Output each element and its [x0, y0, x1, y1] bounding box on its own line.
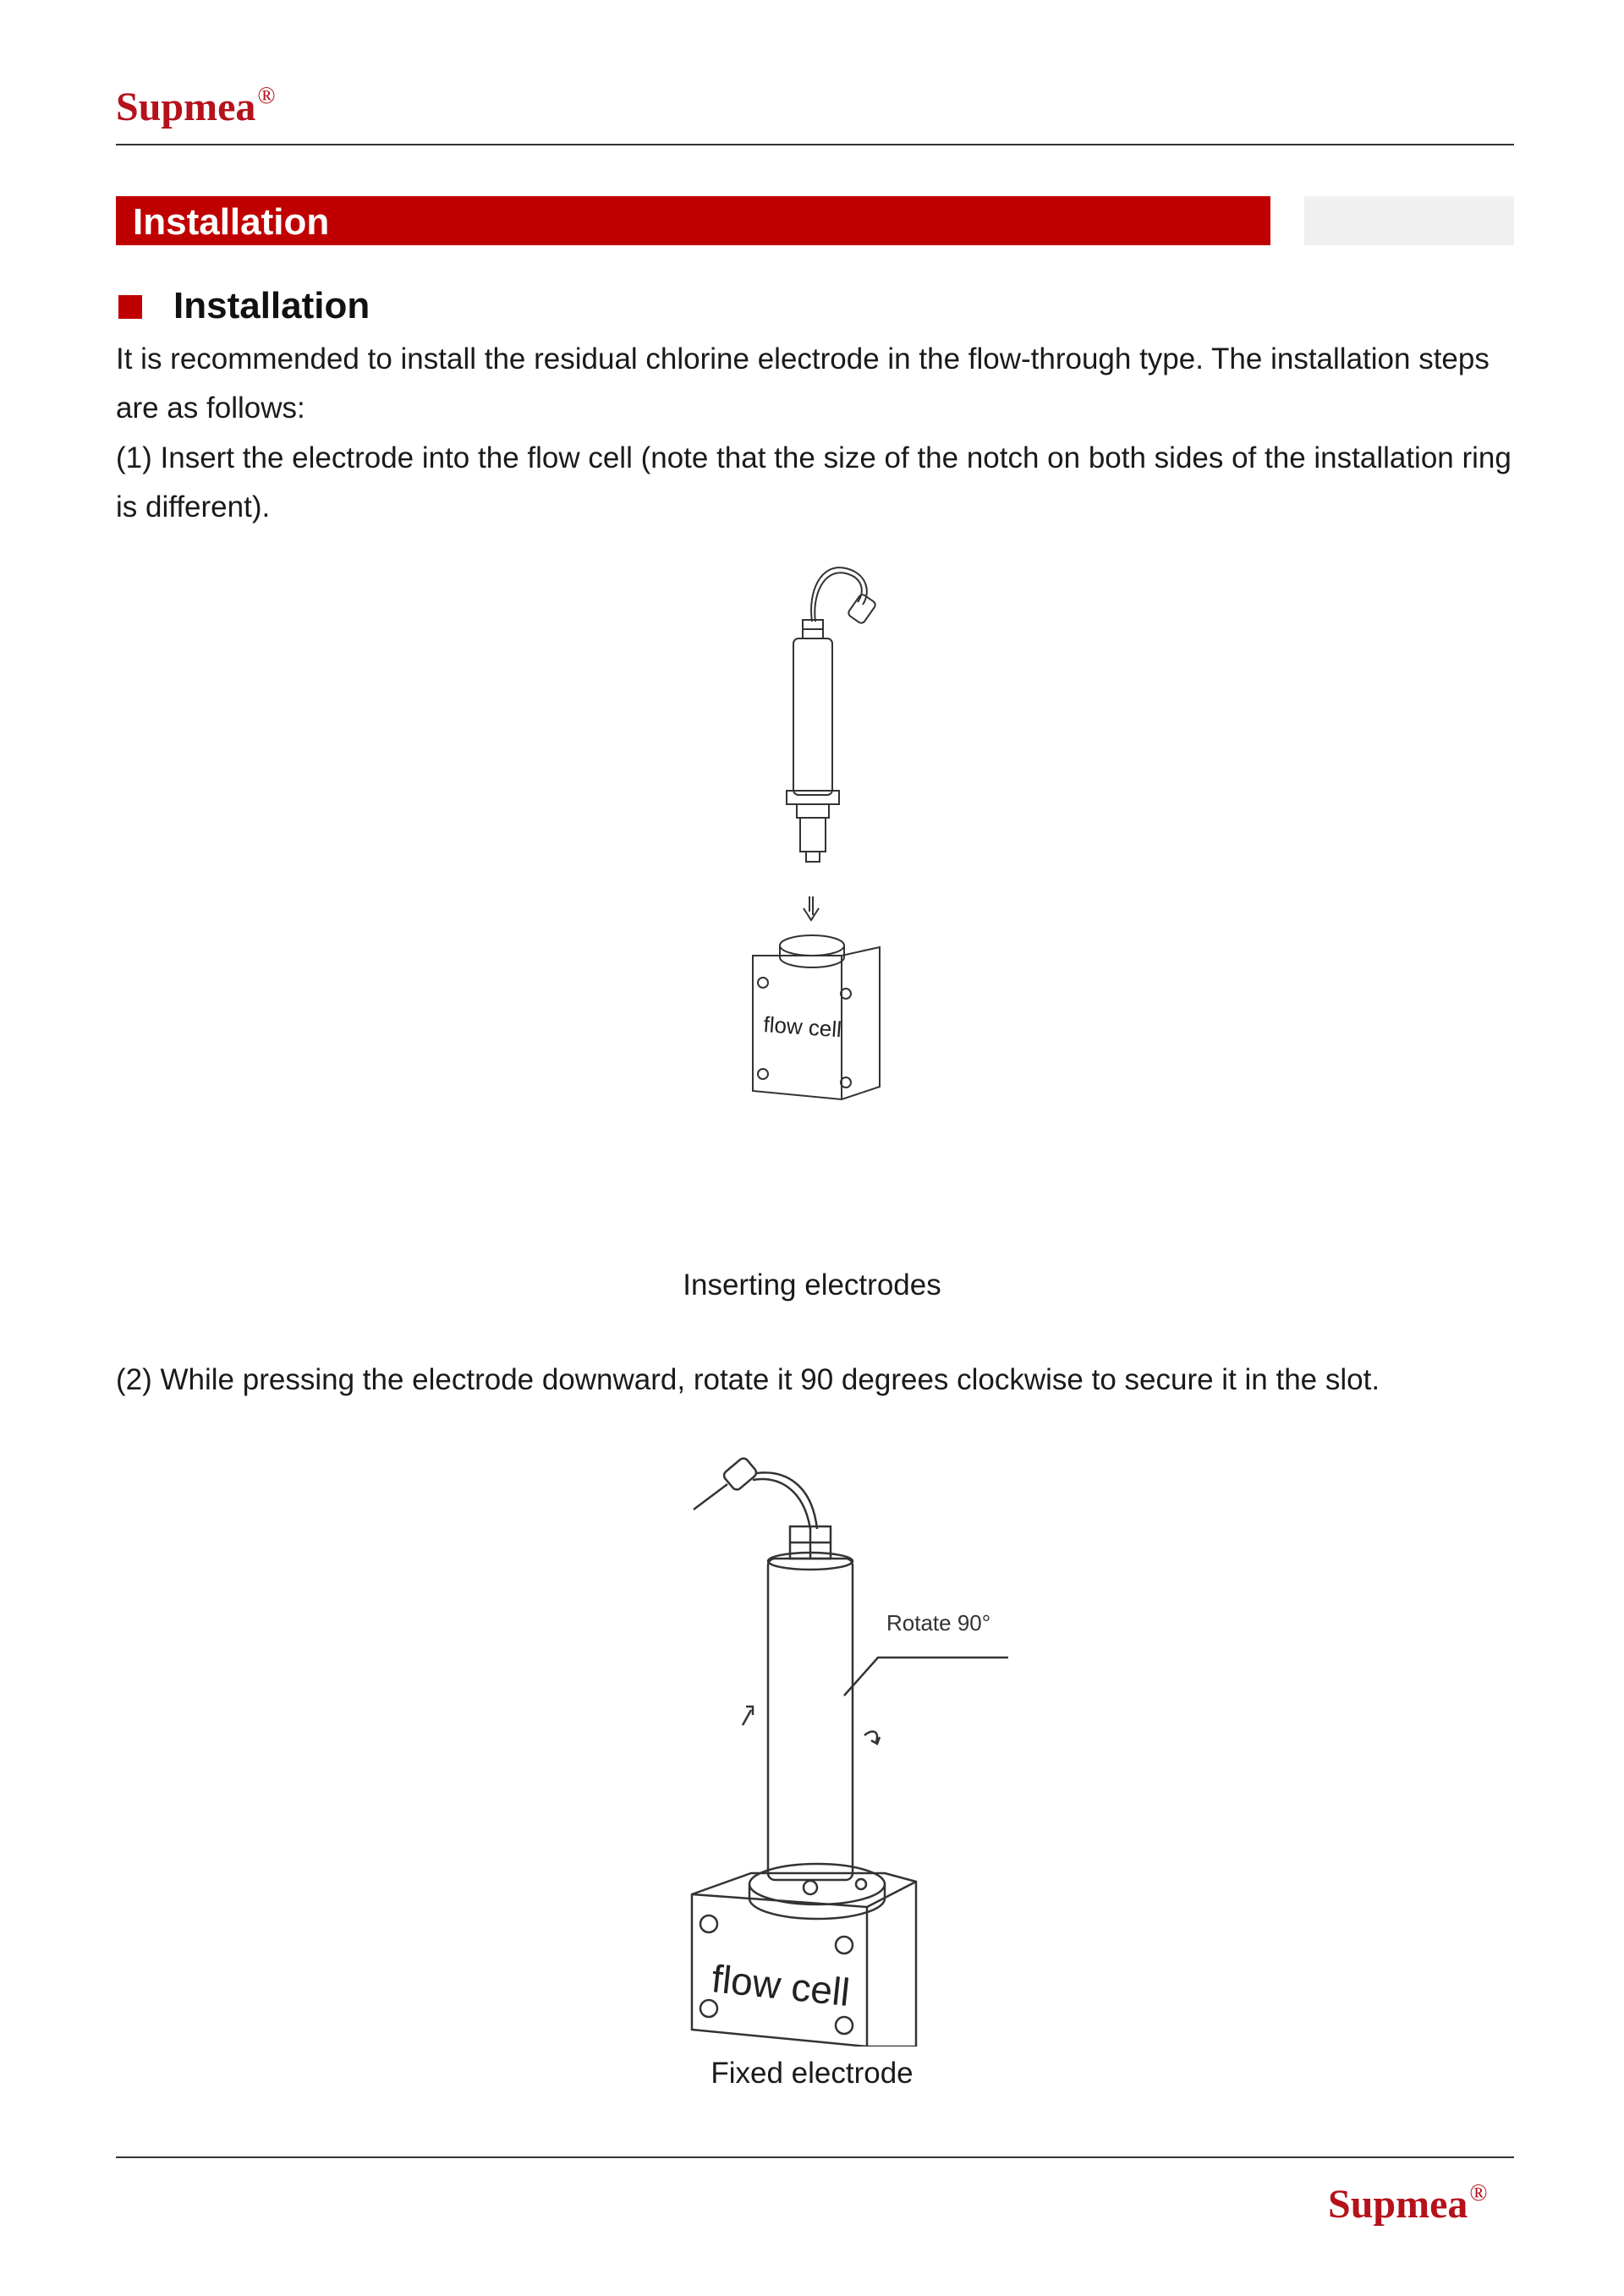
footer-logo: [1328, 2180, 1488, 2228]
square-bullet-icon: [118, 295, 142, 319]
section-title-bar: [116, 196, 1270, 245]
footer-registered-mark: ®: [1469, 2180, 1488, 2206]
step-1-paragraph: (1) Insert the electrode into the flow cell (note that the size of the notch on both sides of the installation ring is different).: [116, 441, 1512, 523]
section-title: Installation: [133, 201, 330, 243]
subsection-title: Installation: [173, 285, 370, 326]
header-rule: [116, 144, 1514, 145]
footer-rule: [116, 2156, 1514, 2158]
rotate-callout-label: Rotate 90°: [886, 1610, 991, 1636]
header-logo: [116, 83, 276, 130]
intro-paragraph: It is recommended to install the residual chlorine electrode in the flow-through type. The installation steps are as follows:: [116, 342, 1490, 425]
section-bar-tail: [1304, 196, 1514, 245]
footer-logo-text: Supmea: [1328, 2182, 1468, 2227]
figure-inserting-electrodes: [727, 558, 897, 1108]
figure-1-caption: Inserting electrodes: [683, 1269, 941, 1301]
figure-2-caption: Fixed electrode: [710, 2057, 914, 2090]
registered-mark: ®: [257, 83, 276, 109]
figure-fixed-electrode: [677, 1438, 1049, 2047]
flow-cell-label-large: flow cell: [709, 1956, 853, 2015]
step-2-paragraph: (2) While pressing the electrode downward, rotate it 90 degrees clockwise to secure it in the slot.: [116, 1363, 1380, 1396]
header-logo-text: Supmea: [116, 85, 256, 129]
flow-cell-label-small: flow cell: [762, 1011, 842, 1043]
